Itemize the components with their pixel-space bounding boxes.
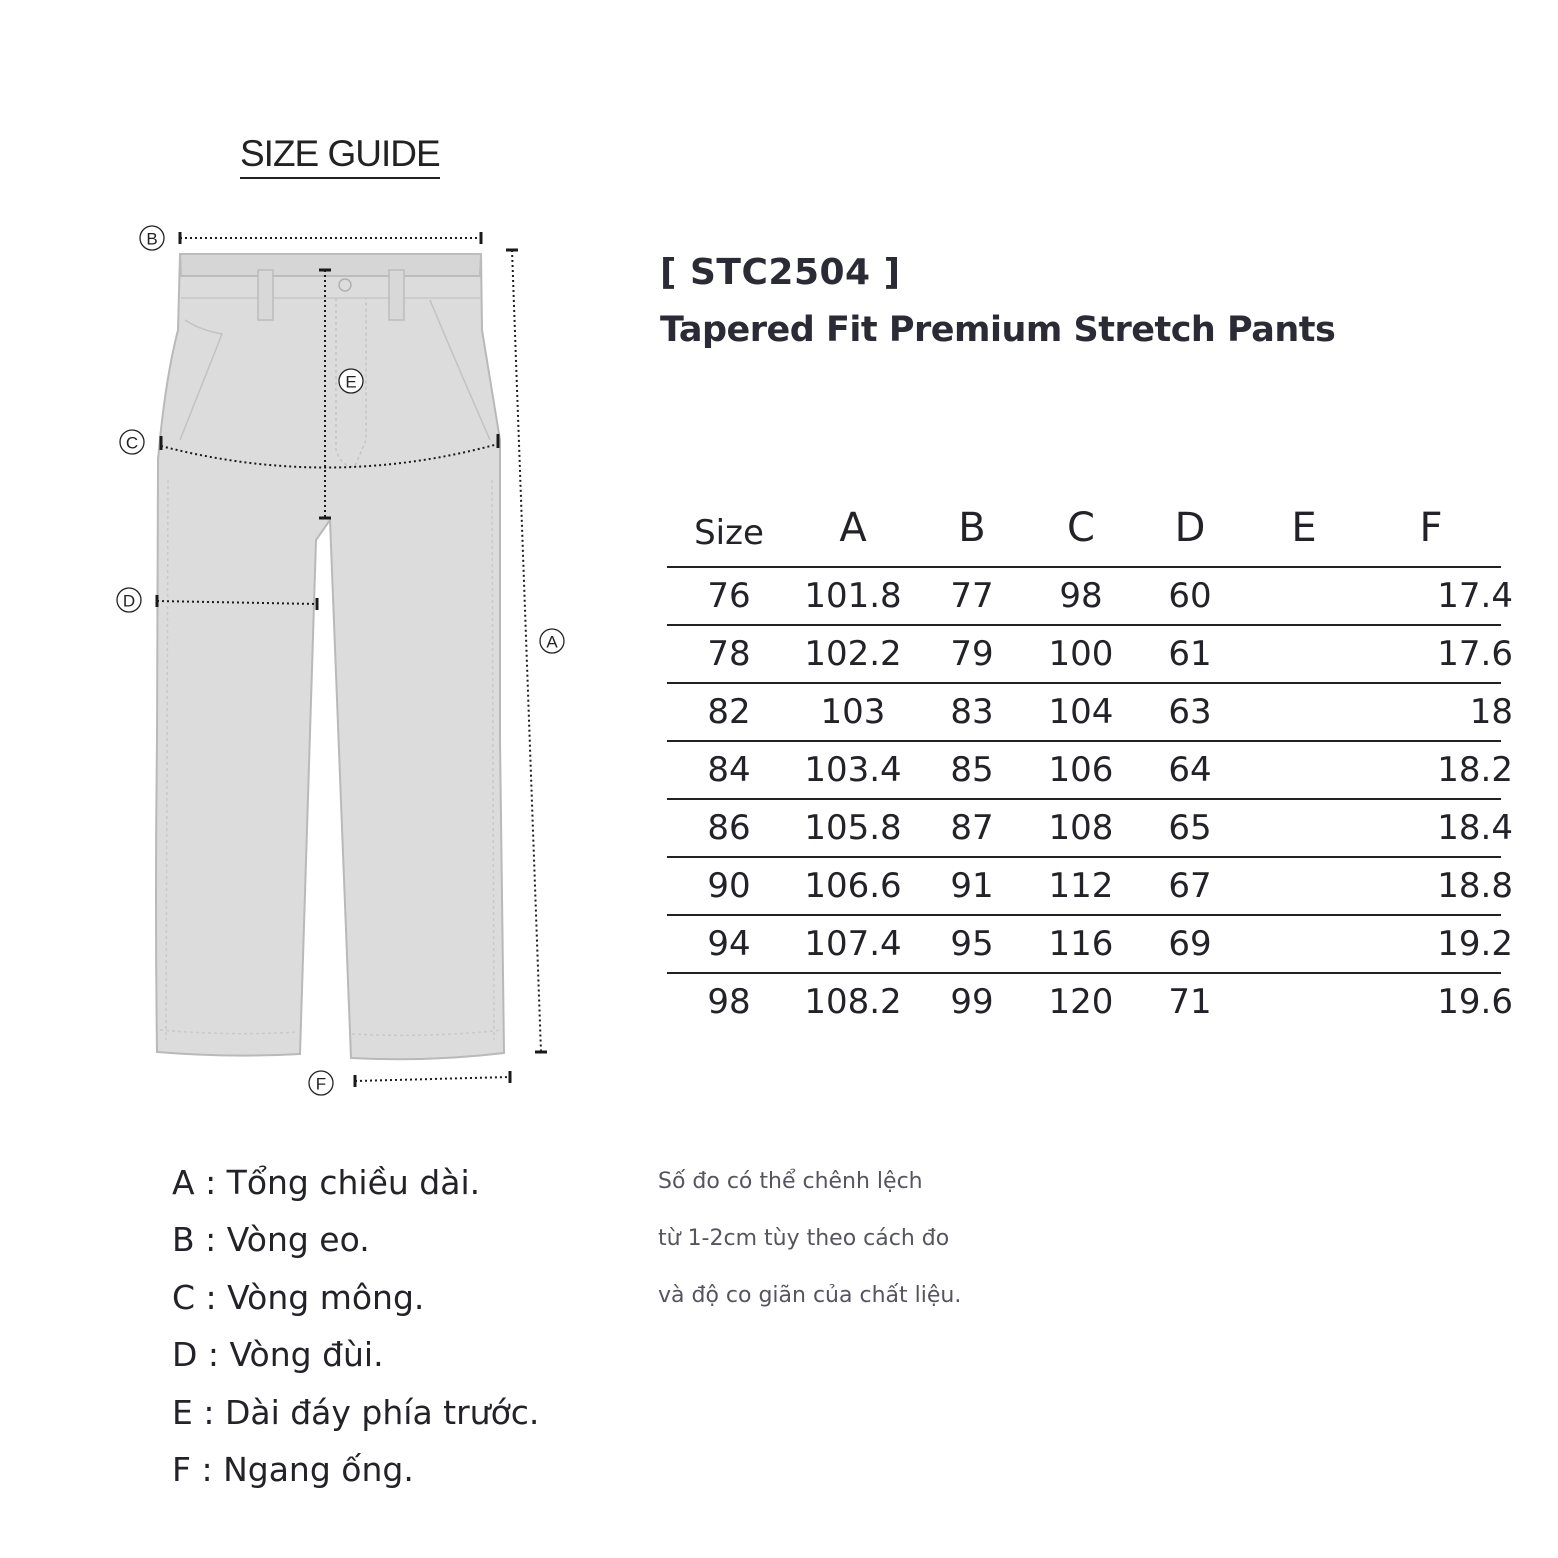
column-header: Size [667, 490, 791, 567]
legend-item: E : Dài đáy phía trước. [172, 1392, 540, 1432]
note-line: từ 1-2cm tùy theo cách đo [658, 1226, 950, 1251]
label-a-marker [540, 629, 564, 653]
table-row [667, 973, 1501, 1030]
table-cell: 79 [915, 625, 1029, 683]
table-cell: 105.8 [791, 799, 915, 857]
legend-item: F : Ngang ống. [172, 1449, 414, 1489]
table-cell [1361, 625, 1513, 683]
table-cell: 64 [1133, 741, 1247, 799]
table-cell: 67 [1133, 857, 1247, 915]
table-cell: 84 [667, 741, 791, 799]
table-cell: 91 [915, 857, 1029, 915]
label-f-marker [309, 1071, 333, 1095]
measurement-note [658, 1166, 961, 1337]
label-d-marker [117, 588, 141, 612]
table-cell [1361, 915, 1513, 973]
table-cell: 77 [915, 567, 1029, 625]
table-cell: 85 [915, 741, 1029, 799]
product-name: Tapered Fit Premium Stretch Pants [660, 310, 1336, 350]
table-cell: 61 [1133, 625, 1247, 683]
table-cell: 71 [1168, 982, 1212, 1022]
table-cell: 103.4 [791, 741, 915, 799]
legend-item: A : Tổng chiều dài. [172, 1163, 481, 1202]
pants-illustration [156, 254, 504, 1059]
table-cell: 102.2 [791, 625, 915, 683]
pants-measurement-diagram [0, 0, 600, 1120]
measurement-legend [172, 1160, 539, 1504]
table-cell [1361, 973, 1513, 1030]
table-row [667, 741, 1501, 799]
label-b: B [146, 229, 158, 249]
table-cell: 103 [791, 683, 915, 741]
table-cell: 120 [1048, 982, 1114, 1022]
table-cell: 82 [667, 683, 791, 741]
table-row [667, 799, 1501, 857]
table-cell-value: 18.2 [1437, 750, 1513, 790]
label-d: D [122, 591, 136, 611]
table-row [667, 567, 1501, 625]
table-cell: 65 [1133, 799, 1247, 857]
table-cell-value: 18.4 [1437, 808, 1513, 848]
table-cell-value: 19.2 [1437, 924, 1513, 964]
table-cell [1361, 741, 1513, 799]
table-row [667, 915, 1501, 973]
waistband [180, 254, 481, 276]
table-cell: 98 [707, 982, 751, 1022]
label-c-marker [120, 430, 144, 454]
column-header: F [1361, 490, 1501, 567]
measure-line-f [355, 1071, 510, 1087]
label-c: C [125, 433, 139, 453]
table-cell: 101.8 [791, 567, 915, 625]
table-cell-value: 17.4 [1437, 576, 1513, 616]
table-cell [1361, 799, 1513, 857]
table-cell [1247, 799, 1361, 857]
table-row [667, 857, 1501, 915]
table-cell: 99 [950, 982, 994, 1022]
label-a: A [546, 632, 558, 652]
page-title: SIZE GUIDE [240, 133, 440, 179]
table-cell-value: 18.8 [1437, 866, 1513, 906]
table-cell-value: 17.6 [1437, 634, 1513, 674]
table-cell: 98 [1029, 567, 1133, 625]
table-cell-value: 19.6 [1437, 982, 1513, 1022]
table-row [667, 625, 1501, 683]
label-e-marker [339, 369, 363, 393]
table-cell [1361, 683, 1513, 741]
table-cell: 106.6 [791, 857, 915, 915]
label-f: F [315, 1074, 327, 1094]
table-cell [1247, 973, 1361, 1030]
table-cell: 60 [1133, 567, 1247, 625]
table-cell: 87 [915, 799, 1029, 857]
column-header: D [1133, 490, 1247, 567]
table-cell [1247, 567, 1361, 625]
column-header: C [1029, 490, 1133, 567]
table-cell [1247, 857, 1361, 915]
legend-item: C : Vòng mông. [172, 1277, 425, 1317]
belt-loop [258, 270, 273, 320]
size-table [667, 490, 1513, 1030]
table-cell: 95 [915, 915, 1029, 973]
table-cell: 94 [667, 915, 791, 973]
table-cell: 90 [667, 857, 791, 915]
column-header: B [915, 490, 1029, 567]
note-line: Số đo có thể chênh lệch [658, 1169, 923, 1194]
table-cell [1247, 683, 1361, 741]
legend-item: B : Vòng eo. [172, 1220, 370, 1260]
table-row [667, 683, 1501, 741]
belt-loop [389, 270, 404, 320]
table-cell: 63 [1133, 683, 1247, 741]
table-header-row [667, 490, 1501, 567]
column-header: E [1247, 490, 1361, 567]
table-cell: 104 [1029, 683, 1133, 741]
table-cell: 116 [1029, 915, 1133, 973]
table-cell: 83 [915, 683, 1029, 741]
measure-line-b [180, 232, 481, 244]
product-code: [ STC2504 ] [660, 252, 901, 293]
table-cell: 86 [667, 799, 791, 857]
table-cell: 107.4 [791, 915, 915, 973]
table-cell: 76 [667, 567, 791, 625]
table-cell [1361, 857, 1513, 915]
table-cell [1247, 915, 1361, 973]
label-e: E [345, 372, 357, 392]
table-cell: 108 [1029, 799, 1133, 857]
table-cell: 106 [1029, 741, 1133, 799]
table-cell [1247, 741, 1361, 799]
table-cell: 69 [1133, 915, 1247, 973]
table-cell: 100 [1029, 625, 1133, 683]
legend-item: D : Vòng đùi. [172, 1335, 384, 1375]
label-b-marker [140, 226, 164, 250]
table-cell-value: 18 [1469, 692, 1513, 732]
table-cell: 78 [667, 625, 791, 683]
table-cell: 108.2 [804, 982, 902, 1022]
table-cell [1247, 625, 1361, 683]
column-header: A [791, 490, 915, 567]
note-line: và độ co giãn của chất liệu. [658, 1283, 962, 1308]
table-cell [1361, 567, 1513, 625]
measure-line-a [506, 250, 547, 1052]
table-cell: 112 [1029, 857, 1133, 915]
